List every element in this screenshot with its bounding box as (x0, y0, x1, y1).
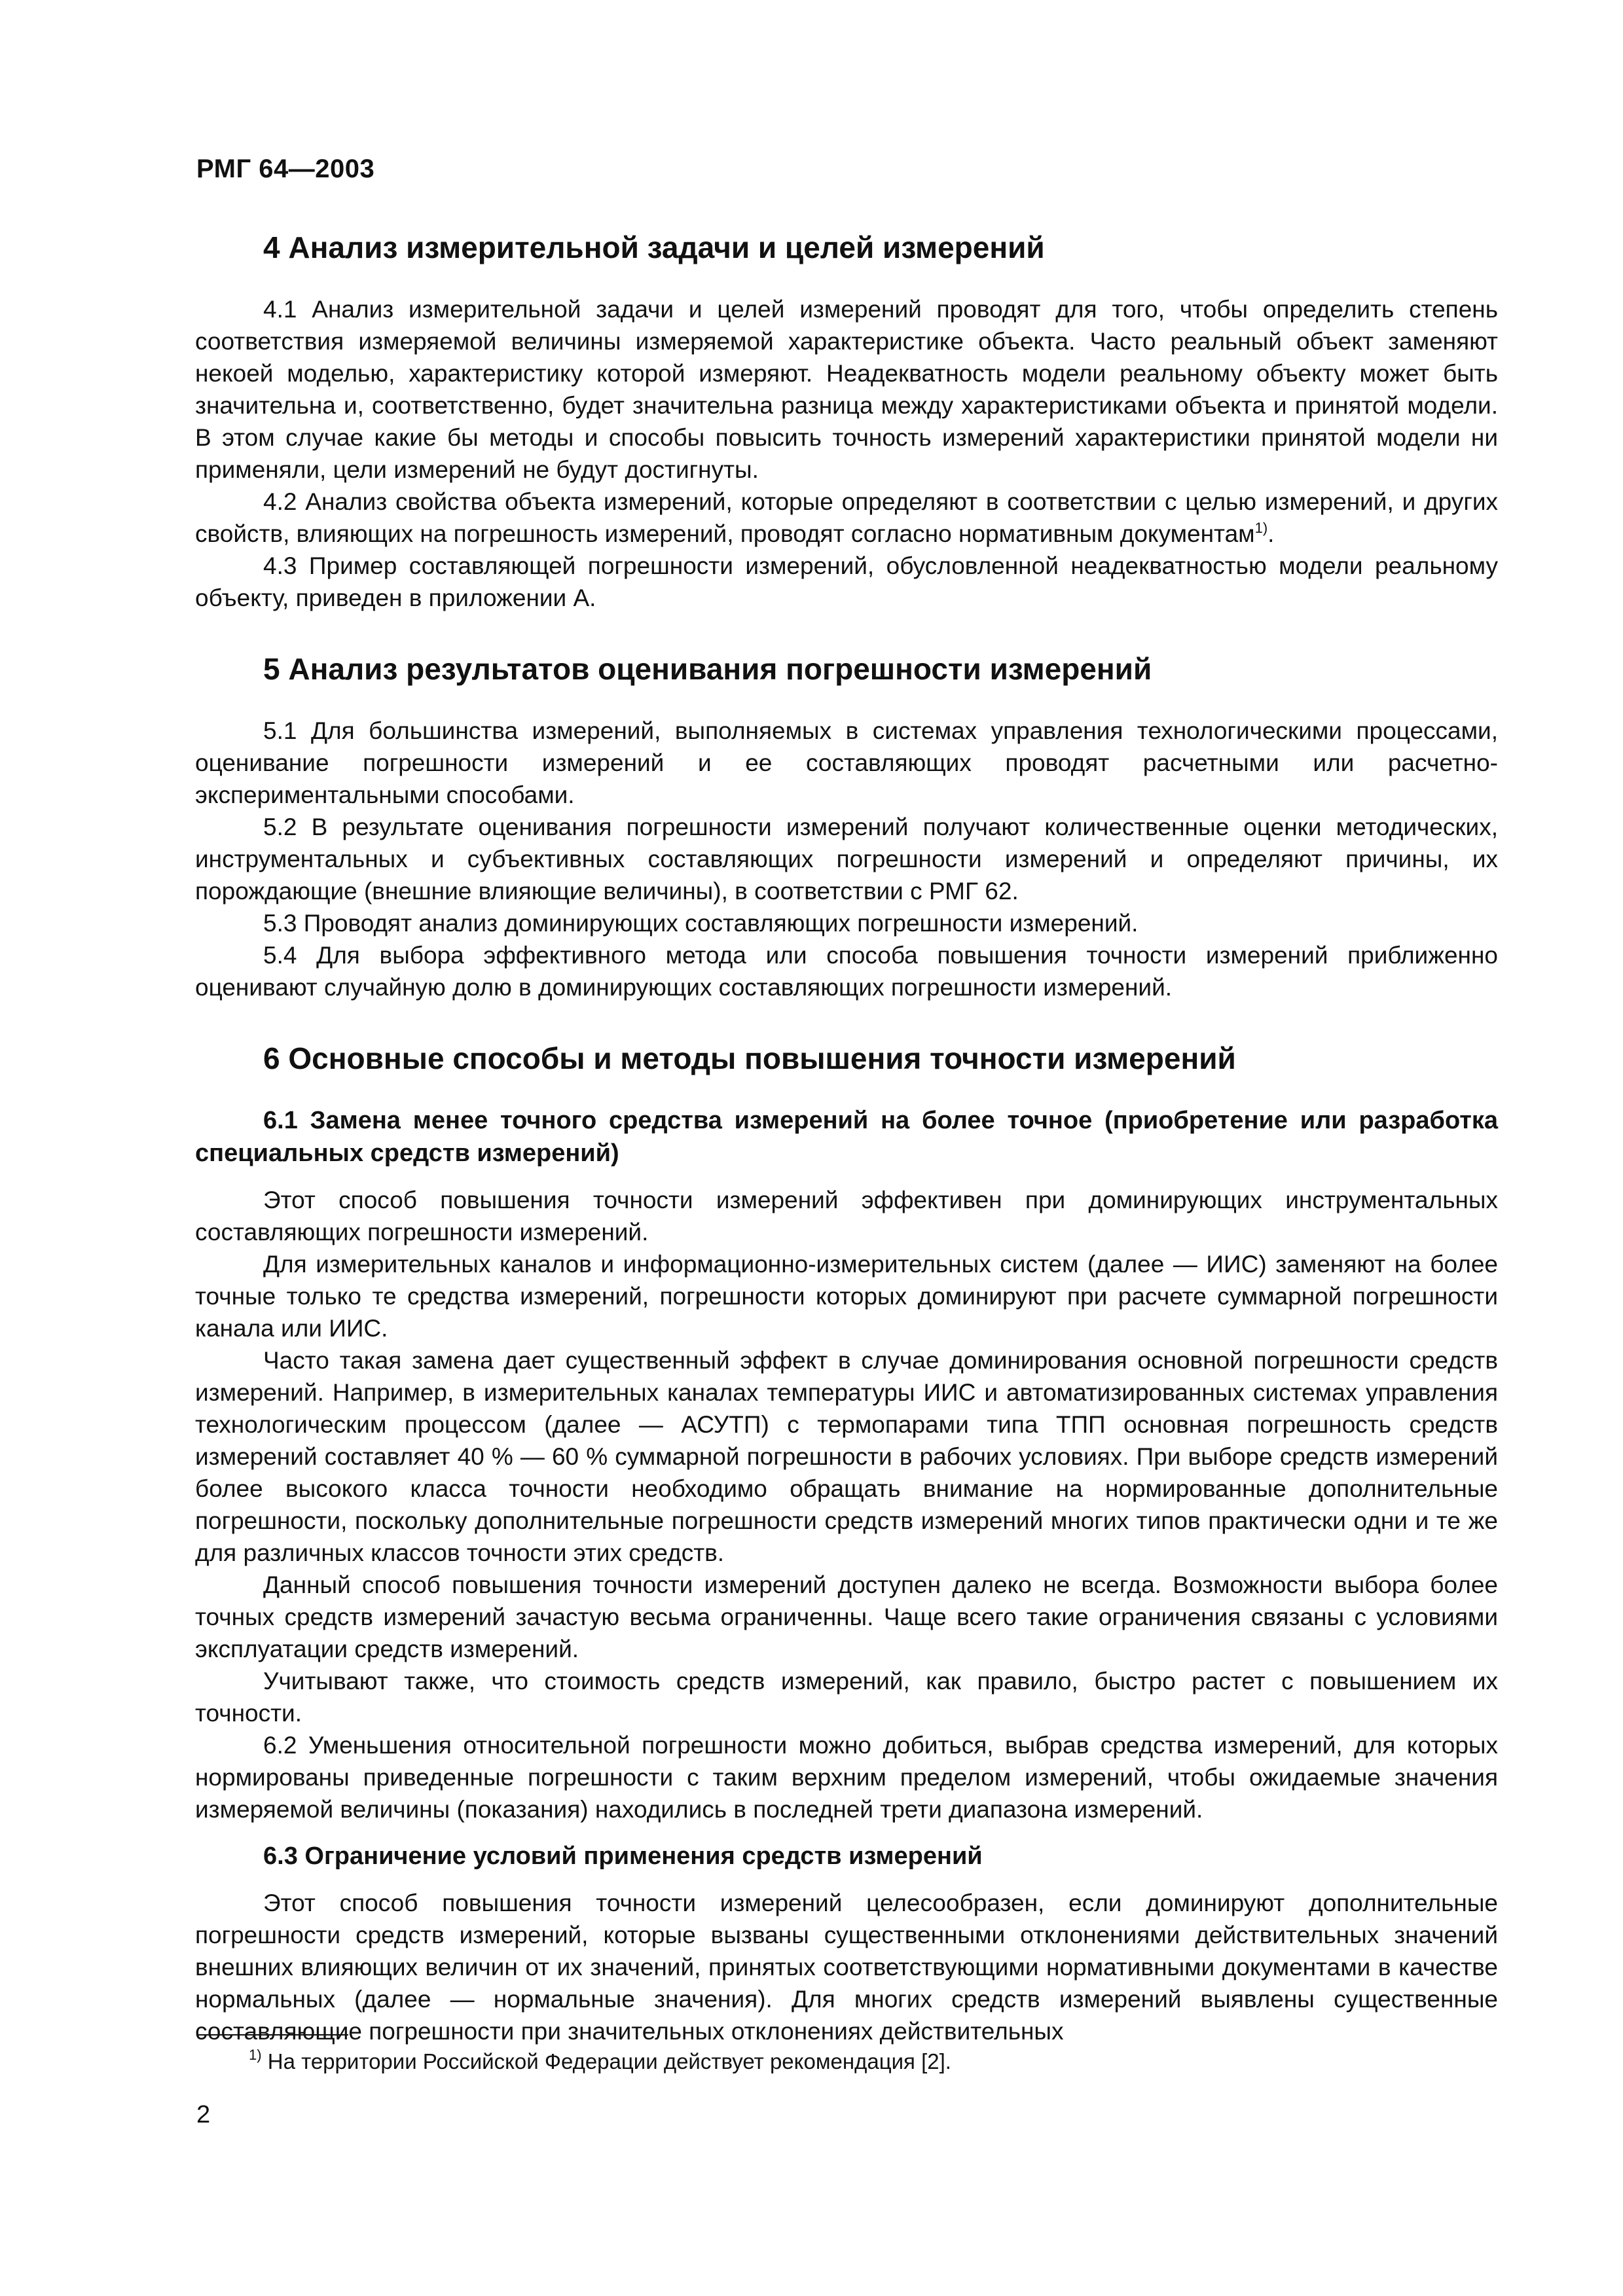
footnote-divider (196, 2034, 348, 2036)
subsection-6-1-heading: 6.1 Замена менее точного средства измерений на более точное (приобретение или разработка специальных средств измерений) (195, 1107, 1498, 1167)
paragraph-6-1-c: Часто такая замена дает существенный эффект в случае доминирования основной погрешности средств измерений. Например, в измерительных каналах температуры ИИС и автоматизированных системах управления технологическим процессом (далее — АСУТП) с термопарами типа ТПП основная погрешность средств измерений составляет 40 % — 60 % суммарной погрешности в рабочих условиях. При выборе средств измерений более высокого класса точности необходимо обращать внимание на нормированные дополнительные погрешности, поскольку дополнительные погрешности средств измерений многих типов практически одни и те же для различных классов точности этих средств. (195, 1347, 1498, 1566)
paragraph-5-2: 5.2 В результате оценивания погрешности измерений получают количественные оценки методических, инструментальных и субъективных составляющих погрешности измерений и определяют причины, их порождающие (внешние влияющие величины), в соответствии с РМГ 62. (195, 814, 1498, 905)
paragraph-4-2-end: . (1267, 520, 1275, 547)
paragraph-5-1: 5.1 Для большинства измерений, выполняемых в системах управления технологическими процессами, оценивание погрешности измерений и ее составляющих проводят расчетными или расчетно-экспериментальными способами. (195, 717, 1498, 808)
page-number: 2 (196, 2101, 211, 2128)
footnote-mark: 1) (249, 2047, 262, 2063)
paragraph-5-3: 5.3 Проводят анализ доминирующих составляющих погрешности измерений. (263, 910, 1139, 937)
paragraph-4-2-text: 4.2 Анализ свойства объекта измерений, которые определяют в соответствии с целью измерений, и других свойств, влияющих на погрешность измерений, проводят согласно нормативным документам (195, 488, 1498, 547)
paragraph-6-3: Этот способ повышения точности измерений целесообразен, если доминируют дополнительные погрешности средств измерений, которые вызваны существенными отклонениями действительных значений внешних влияющих величин от их значений, принятых соответствующими нормативными документами в качестве нормальных (далее — нормальные значения). Для многих средств измерений выявлены существенные составляющие погрешности при значительных отклонениях действительных (195, 1890, 1498, 2045)
paragraph-6-1-d: Данный способ повышения точности измерений доступен далеко не всегда. Возможности выбора более точных средств измерений зачастую весьма ограниченны. Чаще всего такие ограничения связаны с условиями эксплуатации средств измерений. (195, 1571, 1498, 1662)
paragraph-4-3: 4.3 Пример составляющей погрешности измерений, обусловленной неадекватностью модели реальному объекту, приведен в приложении А. (195, 552, 1498, 611)
paragraph-4-2 (195, 486, 1498, 550)
section-6-heading: 6 Основные способы и методы повышения точности измерений (263, 1041, 1236, 1075)
section-4-heading: 4 Анализ измерительной задачи и целей измерений (263, 230, 1045, 264)
subsection-6-3-heading: 6.3 Ограничение условий применения средств измерений (263, 1842, 983, 1870)
paragraph-6-1-e: Учитывают также, что стоимость средств измерений, как правило, быстро растет с повышением их точности. (195, 1668, 1498, 1727)
footnote-reference: 1) (1254, 520, 1268, 536)
footnote-text: На территории Российской Федерации действует рекомендация [2]. (267, 2049, 951, 2073)
document-code-header: РМГ 64—2003 (196, 154, 375, 183)
paragraph-6-1-a: Этот способ повышения точности измерений эффективен при доминирующих инструментальных составляющих погрешности измерений. (195, 1187, 1498, 1246)
paragraph-5-4: 5.4 Для выбора эффективного метода или способа повышения точности измерений приближенно оценивают случайную долю в доминирующих составляющих погрешности измерений. (195, 942, 1498, 1001)
main-content (195, 229, 1498, 2047)
section-5-heading: 5 Анализ результатов оценивания погрешности измерений (263, 652, 1152, 686)
paragraph-6-2: 6.2 Уменьшения относительной погрешности можно добиться, выбрав средства измерений, для которых нормированы приведенные погрешности с таким верхним пределом измерений, чтобы ожидаемые значения измеряемой величины (показания) находились в последней трети диапазона измерений. (195, 1732, 1498, 1823)
paragraph-4-1: 4.1 Анализ измерительной задачи и целей измерений проводят для того, чтобы определить степень соответствия измеряемой величины измеряемой характеристике объекта. Часто реальный объект заменяют некоей моделью, характеристику которой измеряют. Неадекватность модели реальному объекту может быть значительна и, соответственно, будет значительна разница между характеристиками объекта и принятой модели. В этом случае какие бы методы и способы повысить точность измерений характеристики принятой модели ни применяли, цели измерений не будут достигнуты. (195, 296, 1498, 483)
footnote (249, 2047, 951, 2076)
paragraph-6-1-b: Для измерительных каналов и информационно-измерительных систем (далее — ИИС) заменяют на более точные только те средства измерений, погрешности которых доминируют при расчете суммарной погрешности канала или ИИС. (195, 1251, 1498, 1342)
